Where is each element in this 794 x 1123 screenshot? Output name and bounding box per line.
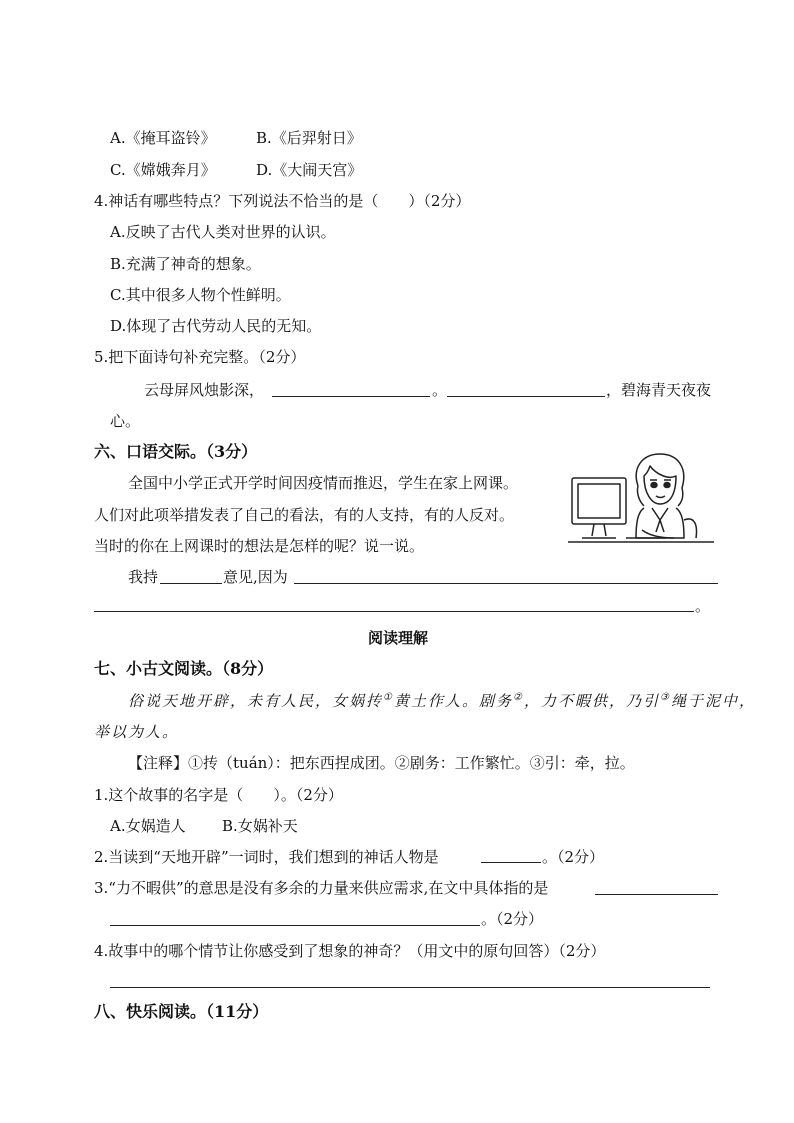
reading-comprehension-header: 阅读理解 <box>368 629 429 647</box>
section7-q2-stem: 2.当读到“天地开辟”一词时，我们想到的神话人物是 <box>94 848 439 866</box>
classical-text-note: 【注释】①抟（tuán）：把东西捏成团。②剧务：工作繁忙。③引：牵，拉。 <box>128 754 635 772</box>
q3-option-c: C.《嫦娥奔月》 <box>110 161 216 179</box>
section7-q3-blank-2[interactable] <box>110 925 480 926</box>
q3-option-b: B.《后羿射日》 <box>256 129 362 147</box>
section6-answer-because: 意见,因为 <box>223 568 288 586</box>
q5-poem-end: ，碧海青天夜夜 <box>606 381 712 399</box>
q4-option-c: C.其中很多人物个性鲜明。 <box>110 286 291 304</box>
reason-blank-1[interactable] <box>294 583 718 584</box>
q4-option-b: B.充满了神奇的想象。 <box>110 255 261 273</box>
section7-q1-option-b: B.女娲补天 <box>222 817 298 835</box>
section7-q2-blank[interactable] <box>481 862 541 863</box>
section7-q3-blank-1[interactable] <box>595 894 718 895</box>
q3-option-a: A.《掩耳盗铃》 <box>110 129 216 147</box>
section8-title: 八、快乐阅读。（11分） <box>94 1002 269 1021</box>
q5-blank-2[interactable] <box>447 396 605 397</box>
opinion-blank[interactable] <box>160 583 222 584</box>
q4-option-d: D.体现了古代劳动人民的无知。 <box>110 317 322 335</box>
section7-q1-stem: 1.这个故事的名字是（ ）。（2分） <box>94 786 343 804</box>
reason-blank-2[interactable] <box>94 611 694 612</box>
section7-q3-score: 。（2分） <box>481 910 544 928</box>
section6-para-1: 全国中小学正式开学时间因疫情而推迟，学生在家上网课。 <box>128 474 519 492</box>
section7-q2-score: 。（2分） <box>542 848 605 866</box>
q5-poem-mid: 。 <box>432 381 448 399</box>
section7-title: 七、小古文阅读。（8分） <box>94 659 274 678</box>
q5-poem-wrap: 心。 <box>110 412 141 430</box>
section6-title: 六、口语交际。（3分） <box>94 442 258 461</box>
classical-text-line-1: 俗说天地开辟，未有人民，女娲抟①黄土作人。剧务②，力不暇供，乃引③绳于泥中， <box>128 692 756 710</box>
section6-answer-end: 。 <box>695 597 711 615</box>
q4-stem: 4.神话有哪些特点？下列说法不恰当的是（ ）（2分） <box>94 192 471 210</box>
section7-q4-answer-line[interactable] <box>110 987 710 988</box>
section6-para-2: 人们对此项举措发表了自己的看法，有的人支持，有的人反对。 <box>94 506 515 524</box>
girl-computer-illustration <box>566 450 716 548</box>
section7-q3-stem: 3.“力不暇供”的意思是没有多余的力量来供应需求,在文中具体指的是 <box>94 879 549 897</box>
q5-stem: 5.把下面诗句补充完整。（2分） <box>94 348 306 366</box>
section7-q4-stem: 4.故事中的哪个情节让你感受到了想象的神奇？（用文中的原句回答）（2分） <box>94 942 606 960</box>
q5-blank-1[interactable] <box>272 396 430 397</box>
q3-option-d: D.《大闹天宫》 <box>256 161 363 179</box>
classical-text-line-2: 举以为人。 <box>94 723 180 741</box>
q5-poem-start: 云母屏风烛影深， <box>144 381 265 399</box>
section6-para-3: 当时的你在上网课时的想法是怎样的呢？说一说。 <box>94 537 425 555</box>
section6-answer-prefix: 我持 <box>128 568 159 586</box>
q4-option-a: A.反映了古代人类对世界的认识。 <box>110 223 336 241</box>
section7-q1-option-a: A.女娲造人 <box>110 817 186 835</box>
